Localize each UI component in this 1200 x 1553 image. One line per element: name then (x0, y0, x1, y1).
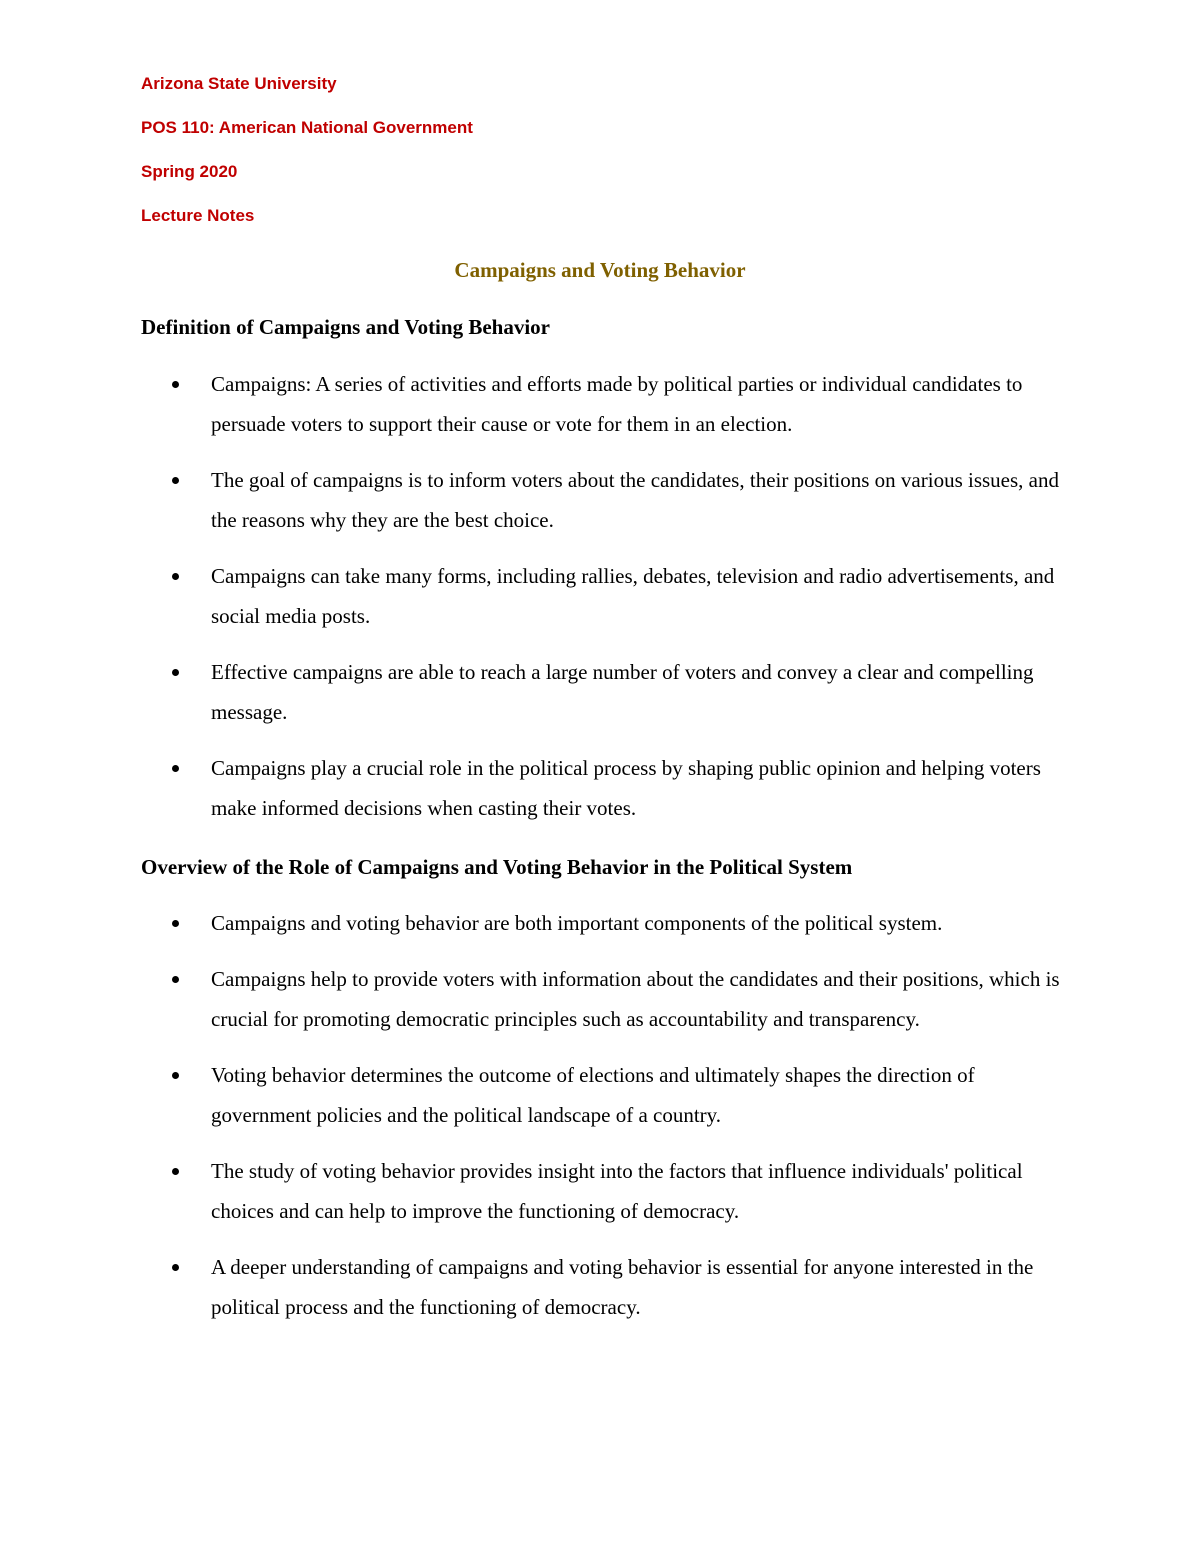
bullet-dot-icon (172, 920, 179, 927)
list-item (0, 903, 1071, 943)
document-title: Campaigns and Voting Behavior (454, 258, 746, 282)
list-item-text: A deeper understanding of campaigns and voting behavior is essential for anyone interested in the political process and the functioning of democracy. (211, 1255, 1034, 1319)
bullet-dot-icon (172, 976, 179, 983)
list-item-text: Campaigns help to provide voters with information about the candidates and their positions, which is crucial for promoting democratic principles such as accountability and transparency. (211, 967, 1060, 1031)
list-item (0, 1151, 1071, 1231)
list-item (0, 748, 1071, 828)
list-item-text: The study of voting behavior provides insight into the factors that influence individuals' political choices and can help to improve the functioning of democracy. (211, 1159, 1023, 1223)
section-heading-definition: Definition of Campaigns and Voting Behavior (141, 315, 550, 339)
overview-bullet-list (0, 903, 1200, 1343)
list-item (0, 1055, 1071, 1135)
list-item-text: Voting behavior determines the outcome of elections and ultimately shapes the direction of government policies and the political landscape of a country. (211, 1063, 975, 1127)
list-item (0, 959, 1071, 1039)
list-item (0, 652, 1071, 732)
course-name: POS 110: American National Government (141, 118, 473, 137)
term: Spring 2020 (141, 162, 238, 181)
list-item (0, 556, 1071, 636)
list-item (0, 460, 1071, 540)
list-item-text: Effective campaigns are able to reach a large number of voters and convey a clear and compelling message. (211, 660, 1034, 724)
list-item-text: Campaigns can take many forms, including rallies, debates, television and radio advertisements, and social media posts. (211, 564, 1055, 628)
list-item-text: Campaigns play a crucial role in the political process by shaping public opinion and helping voters make informed decisions when casting their votes. (211, 756, 1041, 820)
bullet-dot-icon (172, 669, 179, 676)
list-item-text: Campaigns: A series of activities and efforts made by political parties or individual candidates to persuade voters to support their cause or vote for them in an election. (211, 372, 1023, 436)
bullet-dot-icon (172, 477, 179, 484)
bullet-dot-icon (172, 381, 179, 388)
bullet-dot-icon (172, 1264, 179, 1271)
definition-bullet-list (0, 364, 1200, 844)
doc-type: Lecture Notes (141, 206, 255, 225)
list-item-text: Campaigns and voting behavior are both important components of the political system. (211, 911, 943, 935)
list-item (0, 364, 1071, 444)
bullet-dot-icon (172, 573, 179, 580)
section-heading-overview: Overview of the Role of Campaigns and Voting Behavior in the Political System (141, 855, 853, 879)
list-item (0, 1247, 1071, 1327)
bullet-dot-icon (172, 1072, 179, 1079)
bullet-dot-icon (172, 1168, 179, 1175)
institution-name: Arizona State University (141, 74, 337, 93)
bullet-dot-icon (172, 765, 179, 772)
list-item-text: The goal of campaigns is to inform voters about the candidates, their positions on various issues, and the reasons why they are the best choice. (211, 468, 1059, 532)
